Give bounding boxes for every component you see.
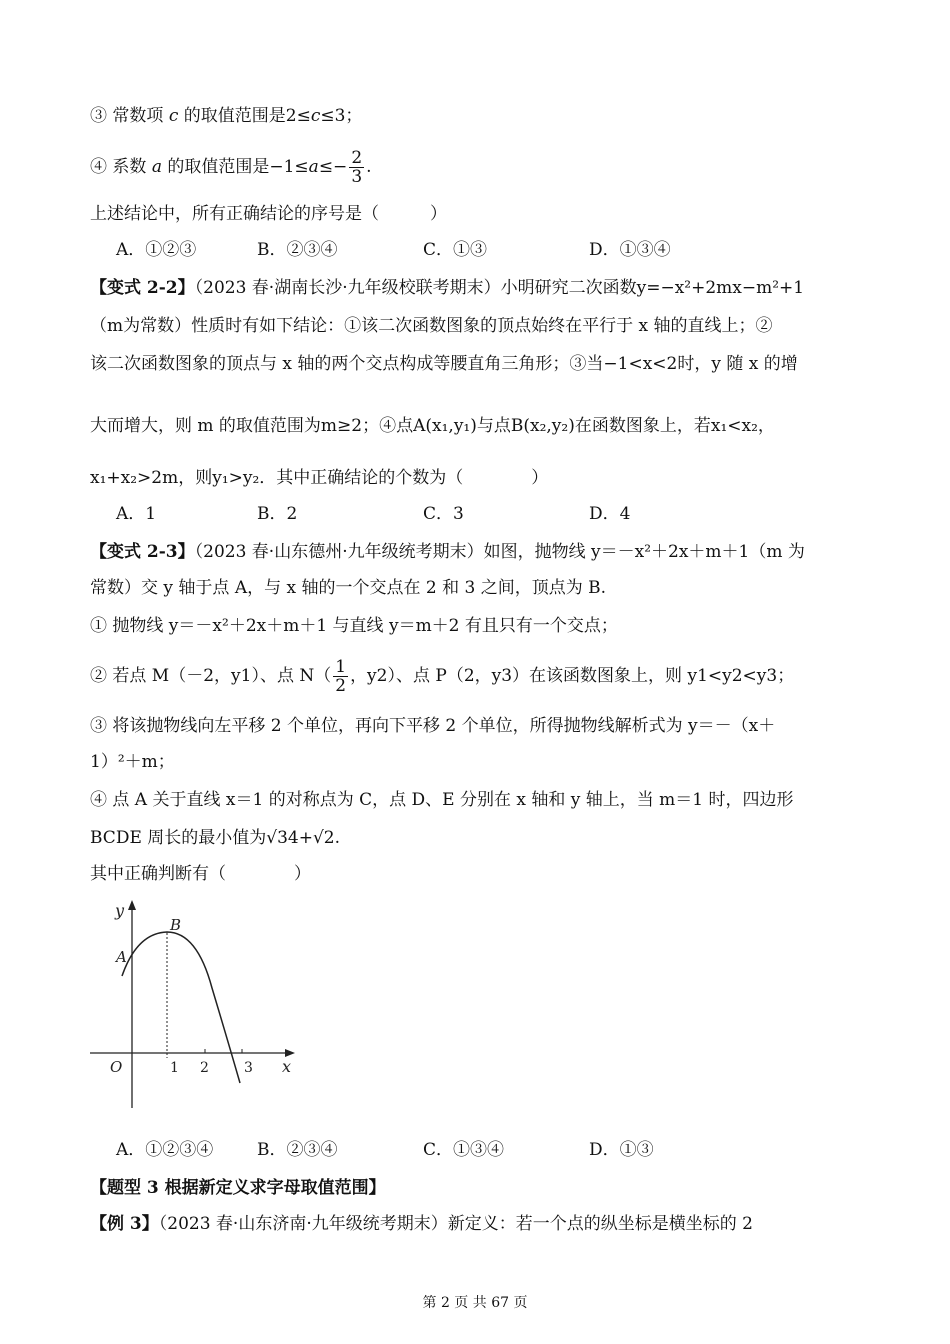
statement-4-line2: BCDE 周长的最小值为√34+√2. [90, 828, 341, 848]
parabola-curve [122, 932, 240, 1083]
fraction-1-2: $\frac{1}{2}$ [335, 657, 347, 696]
option-a-2: A．1 [116, 504, 157, 524]
point-b-label: B [170, 916, 182, 934]
page-footer: 第 2 页 共 67 页 [422, 1295, 528, 1311]
variant-2-2-line4: 大而增大，则 m 的取值范围为m≥2；④点A(x₁,y₁)与点B(x₂,y₂)在函数图象上，若x₁<x₂， [90, 416, 775, 436]
point-a-label: A [116, 948, 127, 966]
statement-1: ① 抛物线 y＝－x²＋2x＋m＋1 与直线 y＝m＋2 有且只有一个交点； [90, 616, 618, 636]
statement-2: ② 若点 M（－2，y1）、点 N（ $\frac{1}{2}$ ，y2）、点 P（2，y3）在该函数图象上，则 y1<y2<y3； [90, 657, 795, 696]
statement-3-line1: ③ 将该抛物线向左平移 2 个单位，再向下平移 2 个单位，所得抛物线解析式为 y＝－（x＋ [90, 716, 776, 736]
option-d-1: D．①③④ [589, 240, 671, 260]
option-d-2: D．4 [589, 504, 631, 524]
option-a-1: A．①②③ [116, 240, 197, 260]
conclusion-4: ④ 系数 a 的取值范围是−1≤a≤− $\frac{2}{3}$ . [90, 148, 372, 187]
option-b-1: B．②③④ [257, 240, 338, 260]
fraction-2-3: $\frac{2}{3}$ [351, 148, 363, 187]
y-axis-label: y [115, 901, 125, 920]
option-b-2: B．2 [257, 504, 298, 524]
x-axis-arrow [285, 1049, 295, 1057]
section-heading-type3: 【题型 3 根据新定义求字母取值范围】 [90, 1178, 386, 1198]
variant-2-3-line2: 常数）交 y 轴于点 A，与 x 轴的一个交点在 2 和 3 之间，顶点为 B. [90, 578, 607, 598]
variant-2-2-line5: x₁+x₂>2m，则y₁>y₂．其中正确结论的个数为（ ） [90, 468, 549, 488]
option-c-1: C．①③ [423, 240, 488, 260]
statement-4-line1: ④ 点 A 关于直线 x＝1 的对称点为 C，点 D、E 分别在 x 轴和 y 轴上，当 m＝1 时，四边形 [90, 790, 794, 810]
question-prompt: 上述结论中，所有正确结论的序号是（ ） [90, 204, 447, 224]
tick-label-2: 2 [200, 1060, 209, 1076]
option-c-2: C．3 [423, 504, 464, 524]
tick-label-3: 3 [244, 1060, 253, 1076]
variant-2-2-line1: 【变式 2-2】（2023 春·湖南长沙·九年级校联考期末）小明研究二次函数y=−x²+2mx−m²+1 [90, 278, 805, 298]
option-b-3: B．②③④ [257, 1140, 338, 1160]
statement-3-line2: 1）²＋m； [90, 752, 175, 772]
variant-2-2-line2: （m为常数）性质时有如下结论：①该二次函数图象的顶点始终在平行于 x 轴的直线上；② [90, 316, 773, 336]
conclusion-3: ③ 常数项 c 的取值范围是2≤c≤3； [90, 106, 363, 126]
y-axis-arrow [128, 900, 136, 910]
variant-2-3-question: 其中正确判断有（ ） [90, 864, 311, 884]
option-c-3: C．①③④ [423, 1140, 505, 1160]
tick-label-1: 1 [170, 1060, 179, 1076]
option-a-3: A．①②③④ [116, 1140, 214, 1160]
option-d-3: D．①③ [589, 1140, 654, 1160]
variant-2-3-line1: 【变式 2-3】（2023 春·山东德州·九年级统考期末）如图，抛物线 y＝－x²＋2x＋m＋1（m 为 [90, 542, 805, 562]
parabola-graph [82, 898, 302, 1118]
x-axis-label: x [282, 1057, 292, 1076]
origin-label: O [110, 1058, 123, 1076]
variant-2-2-line3: 该二次函数图象的顶点与 x 轴的两个交点构成等腰直角三角形；③当−1<x<2时，y 随 x 的增 [90, 354, 798, 374]
example-3-line1: 【例 3】（2023 春·山东济南·九年级统考期末）新定义：若一个点的纵坐标是横坐标的 2 [90, 1214, 753, 1234]
